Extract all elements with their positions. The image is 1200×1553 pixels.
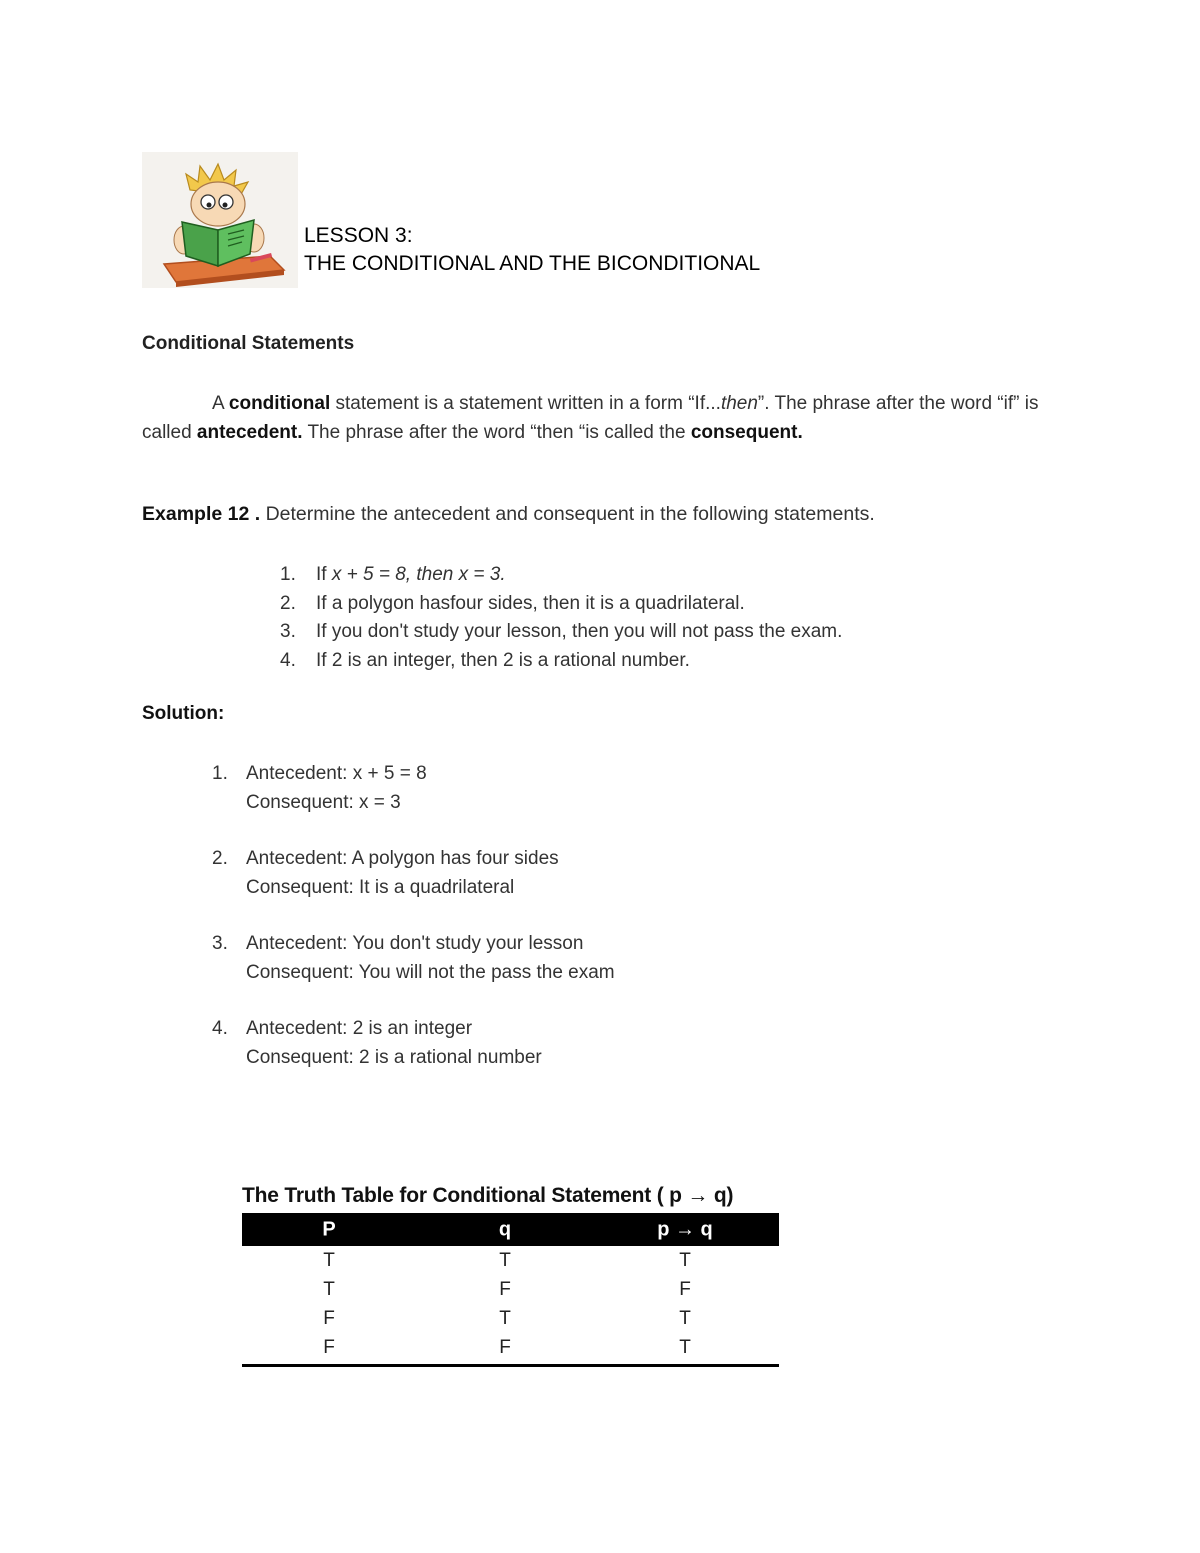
solution-item	[212, 760, 427, 817]
table-cell: F	[323, 1336, 335, 1358]
table-cell: T	[323, 1278, 335, 1300]
term-antecedent: antecedent.	[196, 422, 303, 443]
list-item	[280, 618, 842, 647]
table-cell: F	[499, 1336, 511, 1358]
table-cell: F	[679, 1278, 691, 1300]
example-list	[280, 561, 842, 675]
table-row	[242, 1333, 779, 1362]
list-item	[280, 561, 842, 590]
definition-text: The phrase after the word “then “is called the	[302, 422, 691, 443]
item-text: If	[316, 564, 332, 585]
definition-text: A	[212, 393, 229, 414]
consequent-line: Consequent: You will not the pass the exam	[246, 961, 615, 983]
antecedent-line: Antecedent: You don't study your lesson	[246, 933, 584, 954]
example-text: Determine the antecedent and consequent in the following statements.	[260, 503, 875, 525]
item-text: If a polygon hasfour sides, then it is a quadrilateral.	[316, 592, 745, 614]
term-then: then	[720, 393, 758, 414]
table-bottom-rule	[242, 1364, 779, 1367]
table-row	[242, 1304, 779, 1333]
example-label: Example 12 .	[142, 503, 261, 525]
consequent-line: Consequent: x = 3	[246, 791, 401, 813]
table-cell: T	[323, 1249, 335, 1271]
item-number: 1.	[212, 763, 228, 784]
table-header-row	[242, 1213, 779, 1246]
table-cell: T	[679, 1307, 691, 1329]
boy-reading-book-clipart	[142, 152, 298, 288]
antecedent-line: Antecedent: 2 is an integer	[246, 1018, 473, 1039]
term-consequent: consequent.	[690, 422, 803, 443]
item-text: If 2 is an integer, then 2 is a rational number.	[316, 649, 690, 671]
table-row	[242, 1275, 779, 1304]
definition-text: ”. The phrase after the word “if” is called	[142, 393, 1039, 443]
table-cell: F	[499, 1278, 511, 1300]
solution-heading: Solution:	[142, 703, 225, 724]
column-header-q: q	[498, 1218, 512, 1240]
solution-item	[212, 845, 559, 902]
consequent-line: Consequent: It is a quadrilateral	[246, 876, 515, 898]
table-row	[242, 1246, 779, 1275]
column-header-p-implies-q: p → q	[657, 1218, 713, 1240]
solution-item	[212, 930, 615, 987]
lesson-label: LESSON 3:	[304, 224, 413, 247]
list-item	[280, 647, 842, 676]
item-number: 2.	[212, 848, 228, 869]
item-number: 4.	[280, 649, 296, 671]
example-prompt	[142, 503, 875, 526]
item-number: 3.	[212, 933, 228, 954]
item-number: 3.	[280, 621, 296, 642]
item-text: If you don't study your lesson, then you will not pass the exam.	[316, 621, 843, 642]
item-number: 2.	[280, 592, 296, 614]
lesson-title: THE CONDITIONAL AND THE BICONDITIONAL	[304, 252, 761, 275]
table-cell: T	[679, 1336, 691, 1358]
definition-text: statement is a statement written in a form “If...	[330, 393, 721, 414]
antecedent-line: Antecedent: A polygon has four sides	[246, 848, 559, 869]
section-heading: Conditional Statements	[142, 333, 355, 354]
term-conditional: conditional	[228, 393, 331, 414]
definition-paragraph	[142, 389, 1072, 447]
solution-item	[212, 1015, 542, 1072]
antecedent-line: Antecedent: x + 5 = 8	[246, 763, 427, 784]
list-item	[280, 590, 842, 619]
column-header-p: P	[322, 1218, 336, 1240]
truth-table-title: The Truth Table for Conditional Statement ( p → q)	[242, 1184, 734, 1207]
item-math: x + 5 = 8, then x = 3.	[331, 564, 506, 585]
lesson-heading	[304, 222, 760, 278]
table-cell: T	[679, 1249, 691, 1271]
item-number: 4.	[212, 1018, 228, 1039]
table-cell: F	[323, 1307, 335, 1329]
item-number: 1.	[280, 564, 296, 585]
consequent-line: Consequent: 2 is a rational number	[246, 1046, 542, 1068]
table-cell: T	[499, 1249, 511, 1271]
table-cell: T	[499, 1307, 511, 1329]
truth-table	[242, 1213, 779, 1367]
